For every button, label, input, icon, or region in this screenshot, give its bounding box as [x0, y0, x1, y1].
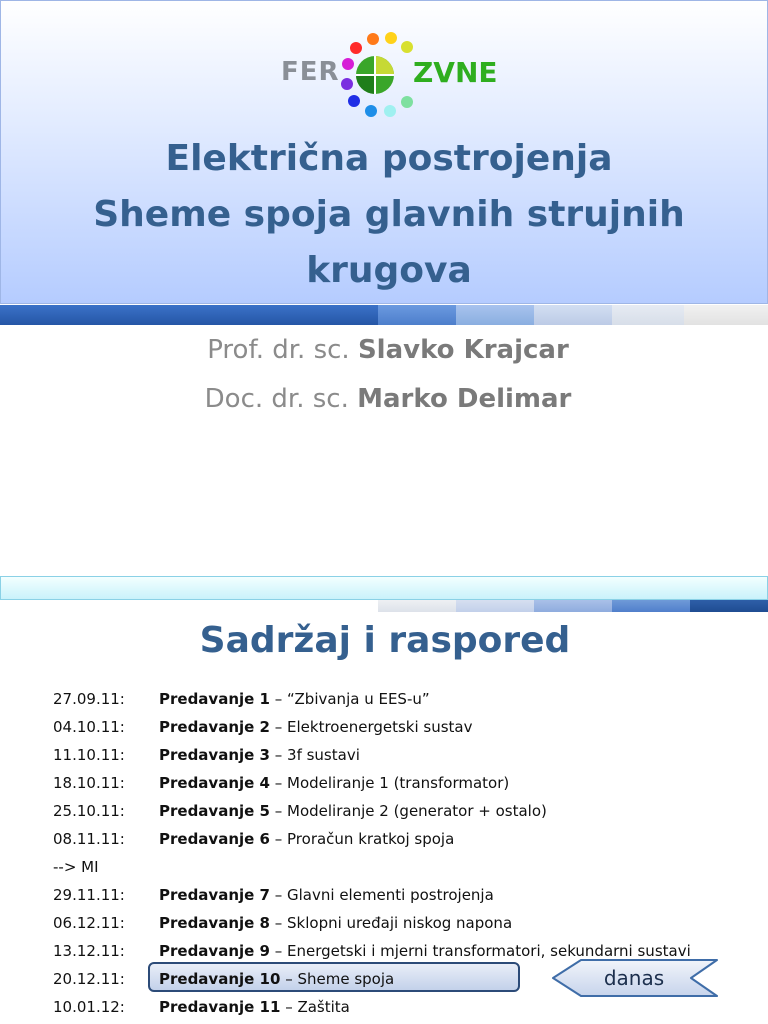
title-line: krugova [306, 250, 472, 291]
lecture-label: Predavanje 5 [159, 802, 270, 820]
schedule-row [53, 909, 753, 937]
schedule-date: 11.10.11: [53, 746, 125, 764]
schedule-row [53, 769, 753, 797]
logo-fer-text: FER [281, 57, 340, 87]
schedule-row [53, 797, 753, 825]
lecture-label: Predavanje 11 [159, 998, 281, 1016]
schedule-date: 27.09.11: [53, 690, 125, 708]
schedule-date: 06.12.11: [53, 914, 125, 932]
schedule-row [53, 741, 753, 769]
decorative-stripes [0, 600, 768, 612]
schedule-entry [159, 797, 547, 825]
schedule-entry [159, 909, 512, 937]
schedule-date: 20.12.11: [53, 970, 125, 988]
today-label: danas [603, 966, 665, 990]
author-name: Slavko Krajcar [357, 335, 569, 365]
lecture-label: Predavanje 9 [159, 942, 270, 960]
slide-title [1, 131, 768, 299]
author-line [0, 335, 768, 365]
schedule-entry [159, 993, 350, 1021]
lecture-label: Predavanje 4 [159, 774, 270, 792]
lecture-label: Predavanje 10 [159, 970, 281, 988]
schedule-entry [159, 713, 473, 741]
lecture-label: Predavanje 2 [159, 718, 270, 736]
schedule-row [53, 853, 753, 881]
schedule-date: 13.12.11: [53, 942, 125, 960]
schedule-entry [159, 741, 360, 769]
title-line: Električna postrojenja [165, 138, 613, 179]
lecture-topic: – Modeliranje 2 (generator + ostalo) [269, 802, 547, 820]
schedule-slide [0, 576, 768, 1024]
lecture-label: Predavanje 3 [159, 746, 270, 764]
author-line [0, 384, 768, 414]
lecture-topic: – 3f sustavi [269, 746, 360, 764]
today-callout [551, 958, 719, 998]
schedule-entry [159, 965, 394, 993]
schedule-entry [159, 825, 454, 853]
schedule-row [53, 685, 753, 713]
header-bar [0, 576, 768, 600]
slide-heading: Sadržaj i raspored [199, 620, 571, 661]
logo-zvne-text: ZVNE [413, 56, 498, 89]
schedule-row [53, 825, 753, 853]
schedule-entry [159, 769, 509, 797]
title-panel [0, 0, 768, 304]
lecture-topic: – Energetski i mjerni transformatori, sekundarni sustavi [269, 942, 691, 960]
author-name: Marko Delimar [357, 384, 572, 414]
lecture-topic: – Glavni elementi postrojenja [269, 886, 494, 904]
schedule-note: --> MI [53, 858, 99, 876]
lecture-label: Predavanje 6 [159, 830, 270, 848]
author-title: Prof. dr. sc. [207, 335, 358, 365]
schedule-date: 04.10.11: [53, 718, 125, 736]
schedule-date: 18.10.11: [53, 774, 125, 792]
schedule-row [53, 713, 753, 741]
lecture-topic: – Zaštita [280, 998, 350, 1016]
lecture-topic: – Sheme spoja [280, 970, 395, 988]
logo-emblem-icon [333, 29, 417, 121]
lecture-label: Predavanje 1 [159, 690, 270, 708]
lecture-topic: – Proračun kratkoj spoja [269, 830, 455, 848]
schedule-entry [159, 685, 430, 713]
lecture-label: Predavanje 7 [159, 886, 270, 904]
schedule-date: 29.11.11: [53, 886, 125, 904]
lecture-label: Predavanje 8 [159, 914, 270, 932]
lecture-topic: – Modeliranje 1 (transformator) [269, 774, 510, 792]
lecture-topic: – “Zbivanja u EES-u” [269, 690, 430, 708]
schedule-date: 25.10.11: [53, 802, 125, 820]
lecture-topic: – Elektroenergetski sustav [269, 718, 473, 736]
fer-zvne-logo [277, 29, 509, 121]
schedule-date: 08.11.11: [53, 830, 125, 848]
decorative-stripes [0, 305, 768, 325]
title-line: Sheme spoja glavnih strujnih [93, 194, 685, 235]
lecture-topic: – Sklopni uređaji niskog napona [269, 914, 513, 932]
schedule-entry [159, 881, 494, 909]
schedule-row [53, 881, 753, 909]
author-title: Doc. dr. sc. [204, 384, 358, 414]
schedule-date: 10.01.12: [53, 998, 125, 1016]
